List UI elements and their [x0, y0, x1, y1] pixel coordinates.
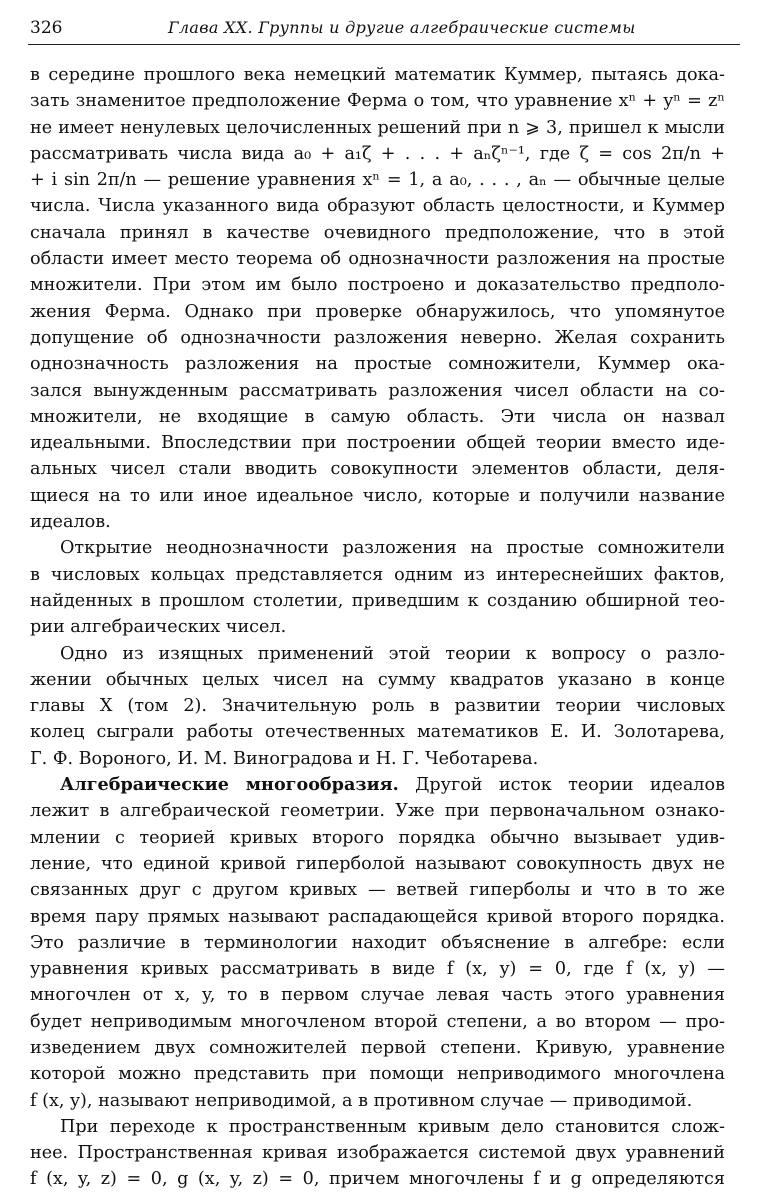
- page-number: 326: [30, 18, 63, 38]
- text-line: рии алгебраических чисел.: [30, 617, 287, 638]
- text-line: связанных друг с другом кривых — ветвей гиперболы и что в то же: [30, 880, 725, 901]
- text-line: Одно из изящных применений этой теории к вопросу о разло-: [60, 643, 725, 664]
- text-line: Открытие неоднозначности разложения на простые сомножители: [60, 538, 725, 559]
- text-line: колец сыграли работы отечественных математиков Е. И. Золотарева,: [30, 722, 725, 743]
- text-line: f (x, y), называют неприводимой, а в противном случае — приводимой.: [30, 1090, 693, 1111]
- text-line: уравнения кривых рассматривать в виде f (x, y) = 0, где f (x, y) —: [30, 959, 725, 980]
- text-line: зать знаменитое предположение Ферма о том, что уравнение xⁿ + yⁿ = zⁿ: [30, 91, 725, 112]
- text-line: Г. Ф. Вороного, И. М. Виноградова и Н. Г. Чеботарева.: [30, 748, 539, 769]
- text-line: сначала принял в качестве очевидного предположение, что в этой: [30, 222, 725, 243]
- text-line: найденных в прошлом столетии, приведшим к созданию обширной тео-: [30, 590, 725, 611]
- text-line: лежит в алгебраической геометрии. Уже при первоначальном ознако-: [30, 801, 725, 822]
- text-line: области имеет место теорема об однозначности разложения на простые: [30, 249, 725, 270]
- running-header: [28, 16, 740, 45]
- page-body: [30, 62, 725, 1193]
- text-line: не имеет ненулевых целочисленных решений при n ⩾ 3, пришел к мысли: [30, 117, 725, 138]
- text-line: жении обычных целых чисел на сумму квадратов указано в конце: [30, 669, 725, 690]
- paragraph-nonuniqueness: [30, 535, 725, 640]
- text-line: f (x, y, z) = 0, g (x, y, z) = 0, причем многочлены f и g определяются: [30, 1169, 725, 1190]
- paragraph-kummer: [30, 62, 725, 535]
- text-line: Это различие в терминологии находит объяснение в алгебре: если: [30, 932, 725, 953]
- text-line: альных чисел стали вводить совокупности элементов области, деля-: [30, 459, 725, 480]
- text-line: щиеся на то или иное идеальное число, которые и получили название: [30, 485, 725, 506]
- paragraph-applications: [30, 641, 725, 772]
- text-line: многочлен от x, y, то в первом случае левая часть этого уравнения: [30, 985, 725, 1006]
- text-line: будет неприводимым многочленом второй степени, а во втором — про-: [30, 1011, 725, 1032]
- text-line: время пару прямых называют распадающейся кривой второго порядка.: [30, 906, 725, 927]
- text-line: нее. Пространственная кривая изображается системой двух уравнений: [30, 1143, 725, 1164]
- text-line: множители. При этом им было построено и доказательство предполо-: [30, 275, 725, 296]
- text-line: главы X (том 2). Значительную роль в развитии теории числовых: [30, 696, 725, 717]
- paragraph-varieties: [30, 772, 725, 1114]
- text-line: ление, что единой кривой гиперболой называют совокупность двух не: [30, 853, 725, 874]
- text-line: [30, 772, 725, 798]
- paragraph-space-curves: [30, 1114, 725, 1193]
- text-line: + i sin 2π/n — решение уравнения xⁿ = 1, а a₀, . . . , aₙ — обычные целые: [30, 170, 725, 191]
- text-line: однозначность разложения на простые сомножители, Куммер ока-: [30, 354, 725, 375]
- text-line: в числовых кольцах представляется одним из интереснейших фактов,: [30, 564, 725, 585]
- text-line: в середине прошлого века немецкий математик Куммер, пытаясь дока-: [30, 65, 725, 85]
- running-title: Глава XX. Группы и другие алгебраические системы: [168, 18, 636, 37]
- text-line: жения Ферма. Однако при проверке обнаружилось, что упомянутое: [30, 301, 725, 322]
- text-line: рассматривать числа вида a₀ + a₁ζ + . . . + aₙζⁿ⁻¹, где ζ = cos 2π/n +: [30, 143, 725, 164]
- text-fragment: Другой исток теории идеалов: [398, 775, 725, 796]
- text-line: идеалов.: [30, 512, 111, 533]
- text-line: идеальными. Впоследствии при построении общей теории вместо иде-: [30, 433, 725, 454]
- text-line: зался вынужденным рассматривать разложения чисел области на со-: [30, 380, 725, 401]
- text-line: допущение об однозначности разложения неверно. Желая сохранить: [30, 327, 725, 348]
- text-line: множители, не входящие в самую область. Эти числа он назвал: [30, 406, 725, 427]
- text-line: изведением двух сомножителей первой степени. Кривую, уравнение: [30, 1037, 725, 1058]
- text-line: числа. Числа указанного вида образуют область целостности, и Куммер: [30, 196, 725, 217]
- text-line: млении с теорией кривых второго порядка обычно вызывает удив-: [30, 827, 725, 848]
- section-heading: Алгебраические многообразия.: [60, 774, 399, 796]
- text-line: которой можно представить при помощи неприводимого многочлена: [30, 1064, 725, 1085]
- text-line: При переходе к пространственным кривым дело становится слож-: [60, 1116, 725, 1137]
